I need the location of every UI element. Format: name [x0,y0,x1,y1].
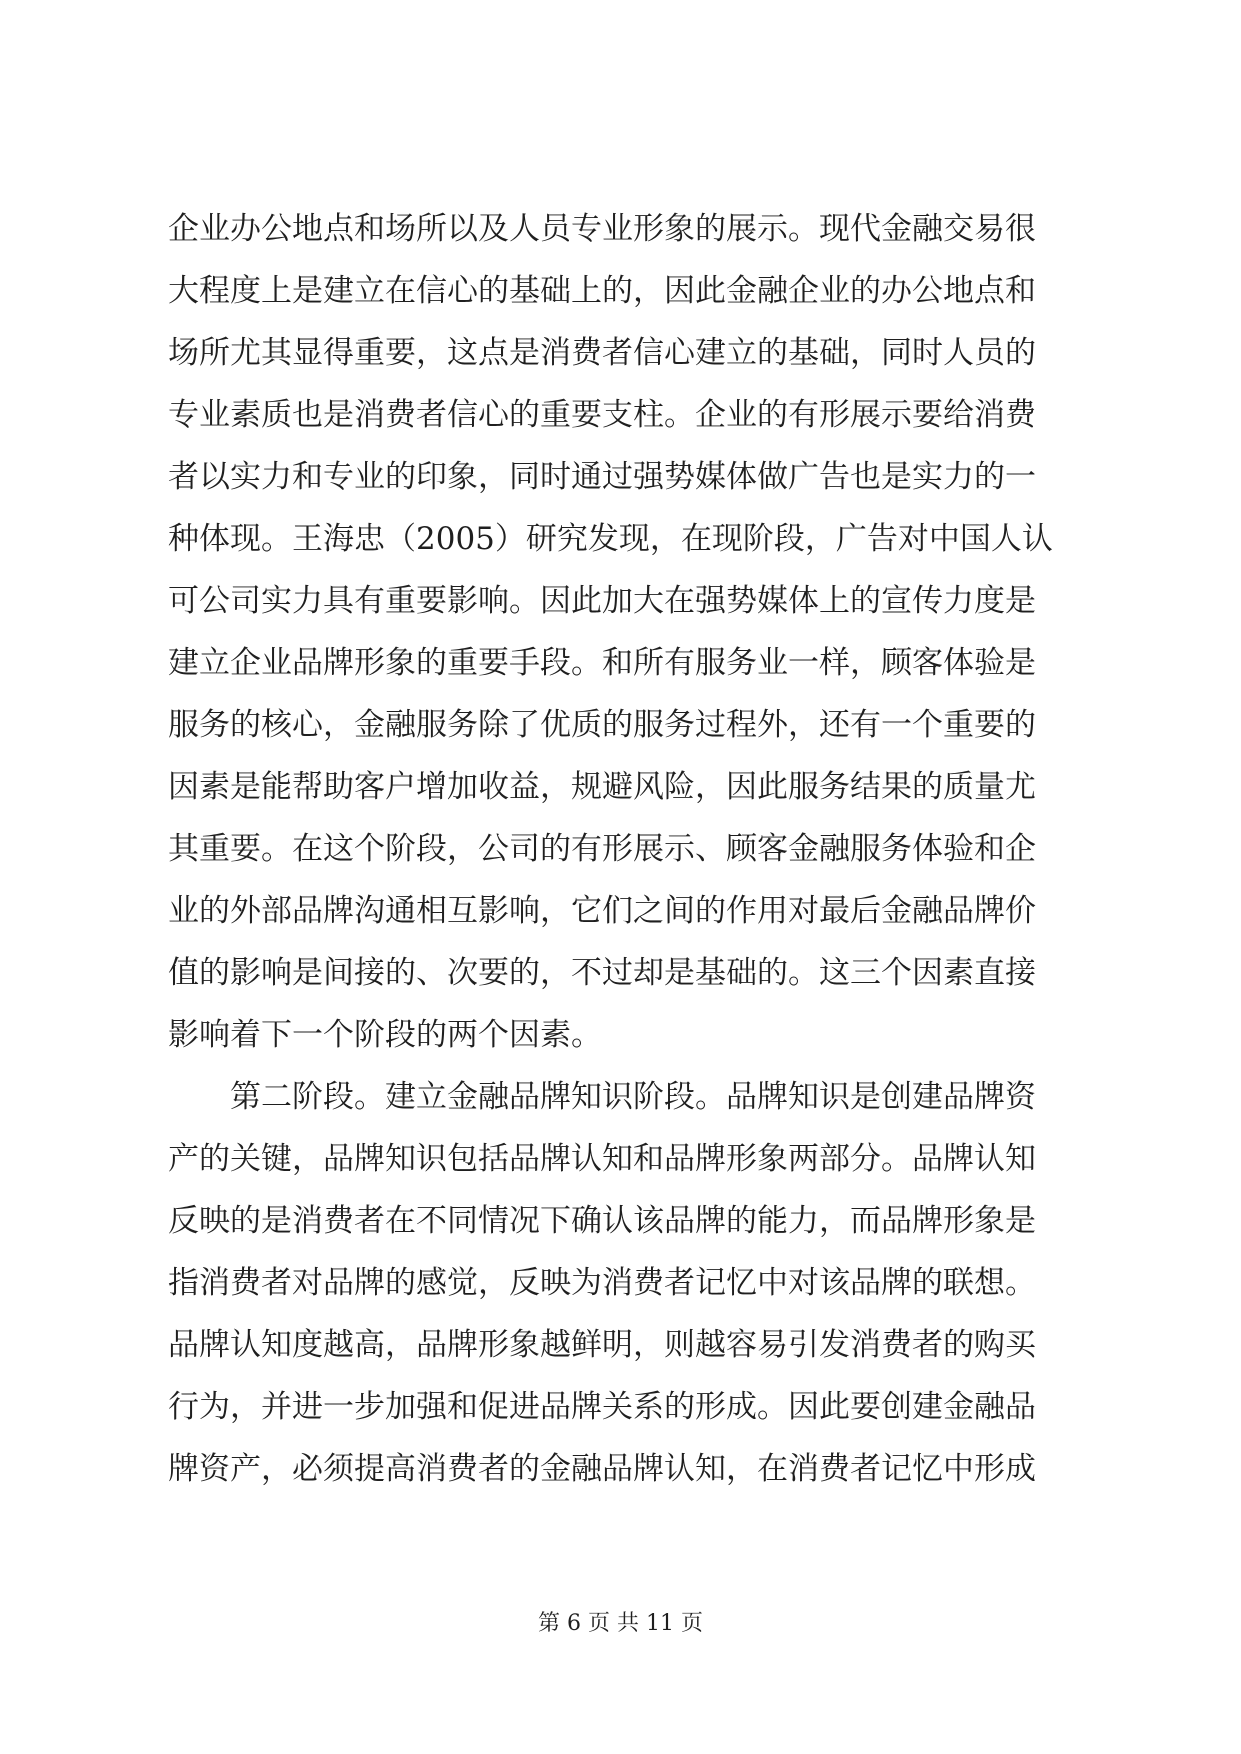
text-line: 反映的是消费者在不同情况下确认该品牌的能力，而品牌形象是 [168,1203,1036,1239]
body-text [168,198,1088,1500]
text-line: 服务的核心，金融服务除了优质的服务过程外，还有一个重要的 [168,707,1036,743]
text-line: 因素是能帮助客户增加收益，规避风险，因此服务结果的质量尤 [168,769,1036,805]
page-number-footer: 第 6 页 共 11 页 [538,1611,703,1636]
text-line: 大程度上是建立在信心的基础上的，因此金融企业的办公地点和 [168,273,1036,309]
text-line: 场所尤其显得重要，这点是消费者信心建立的基础，同时人员的 [168,335,1036,371]
text-line: 值的影响是间接的、次要的，不过却是基础的。这三个因素直接 [168,955,1036,991]
text-line: 指消费者对品牌的感觉，反映为消费者记忆中对该品牌的联想。 [168,1265,1036,1301]
text-line: 者以实力和专业的印象，同时通过强势媒体做广告也是实力的一 [168,459,1036,495]
text-line: 行为，并进一步加强和促进品牌关系的形成。因此要创建金融品 [168,1389,1036,1425]
text-line: 可公司实力具有重要影响。因此加大在强势媒体上的宣传力度是 [168,583,1036,619]
text-line: 业的外部品牌沟通相互影响，它们之间的作用对最后金融品牌价 [168,893,1036,929]
text-line: 建立企业品牌形象的重要手段。和所有服务业一样，顾客体验是 [168,645,1036,681]
text-line: 企业办公地点和场所以及人员专业形象的展示。现代金融交易很 [168,211,1036,247]
paragraph-start-line: 第二阶段。建立金融品牌知识阶段。品牌知识是创建品牌资 [230,1079,1036,1115]
text-line: 影响着下一个阶段的两个因素。 [168,1017,602,1053]
text-line: 其重要。在这个阶段，公司的有形展示、顾客金融服务体验和企 [168,831,1036,867]
text-line: 品牌认知度越高，品牌形象越鲜明，则越容易引发消费者的购买 [168,1327,1036,1363]
text-line: 产的关键，品牌知识包括品牌认知和品牌形象两部分。品牌认知 [168,1141,1036,1177]
text-line: 牌资产，必须提高消费者的金融品牌认知，在消费者记忆中形成 [168,1451,1036,1487]
text-line: 种体现。王海忠（2005）研究发现，在现阶段，广告对中国人认 [168,521,1053,557]
text-line: 专业素质也是消费者信心的重要支柱。企业的有形展示要给消费 [168,397,1036,433]
